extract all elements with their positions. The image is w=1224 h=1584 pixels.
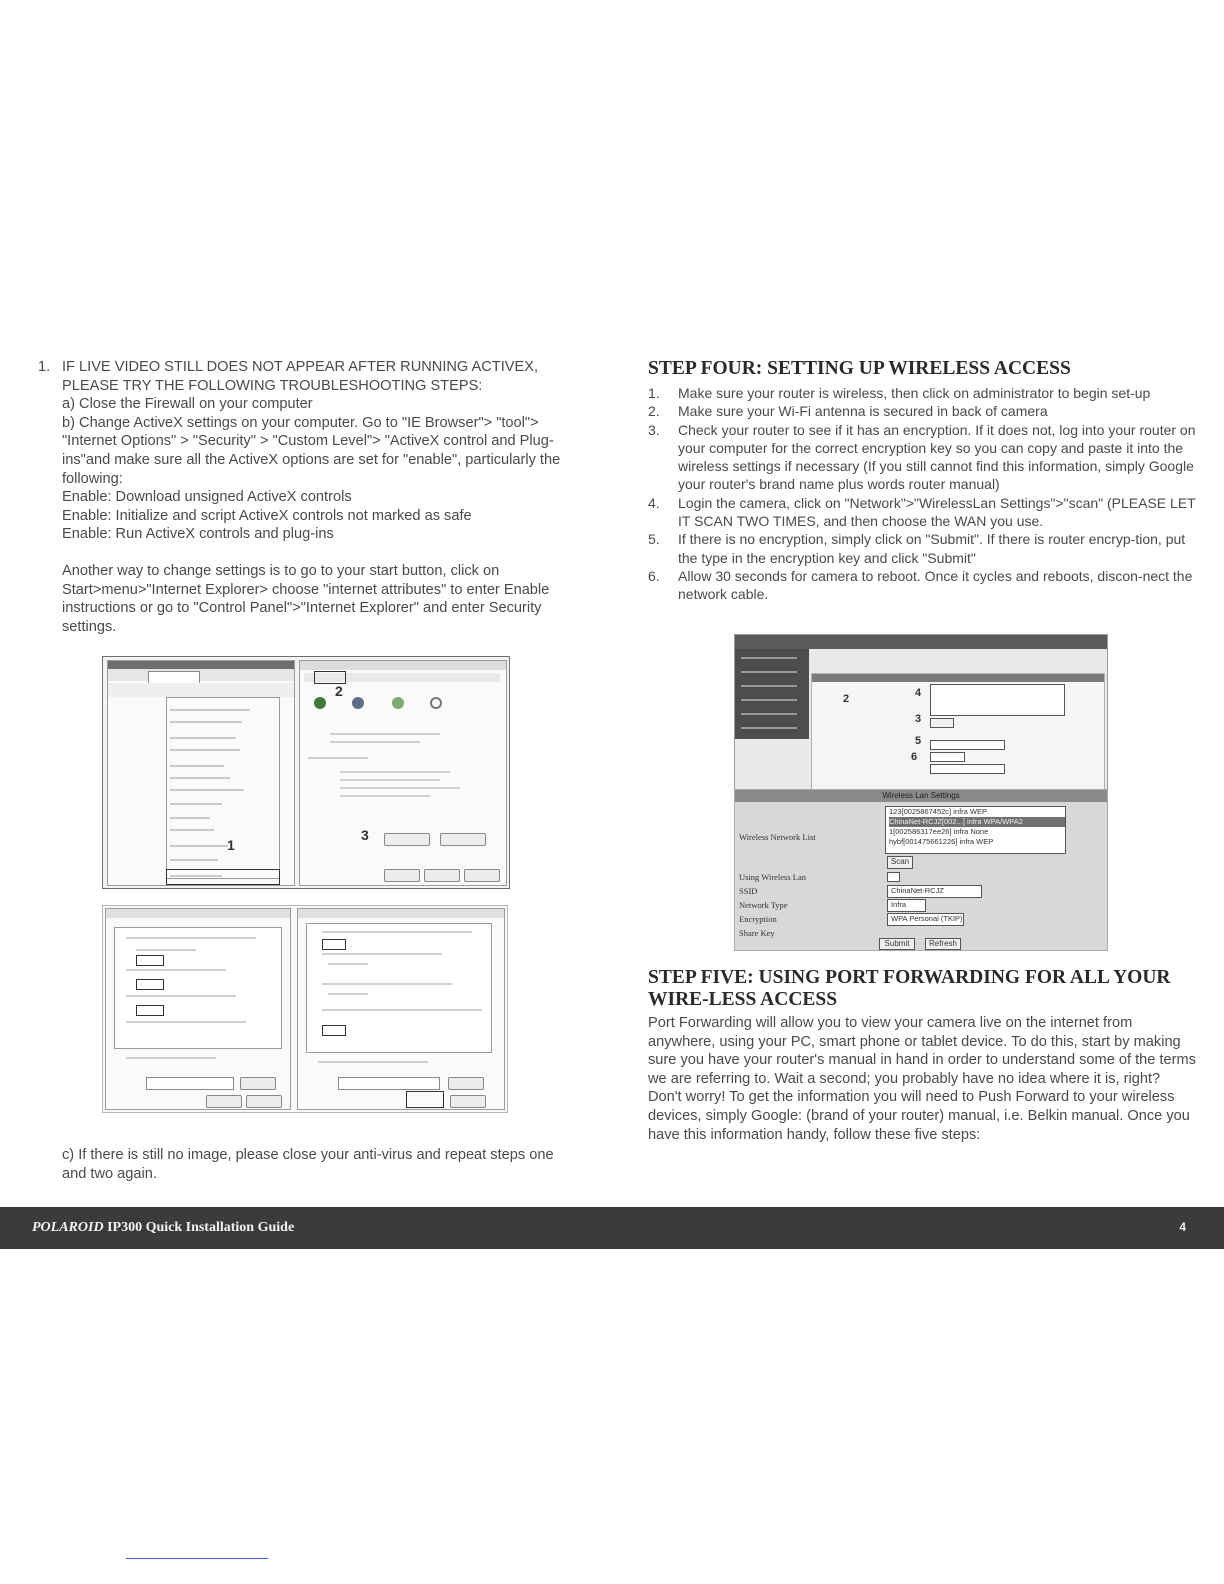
footer-guide-title: IP300 Quick Installation Guide: [103, 1220, 295, 1235]
callout-marker-1: 1: [227, 837, 235, 853]
step-four-item: [648, 530, 1196, 567]
security-settings-dialog-right: [297, 908, 505, 1110]
using-wireless-label: Using Wireless Lan: [739, 872, 807, 882]
step-text: If there is no encryption, simply click on "Submit". If there is router encryp-tion, put the type in the encryption key and click "Submit": [678, 531, 1186, 566]
step-four-item: [648, 567, 1196, 604]
browser-tools-menu: [107, 660, 295, 886]
troubleshooting-section: [38, 358, 578, 636]
bottom-rule: [126, 1558, 268, 1559]
router-marker-3: 3: [915, 713, 922, 725]
step-number: 3.: [648, 421, 660, 438]
step-four-item: [648, 384, 1196, 402]
network-list-label: Wireless Network List: [739, 832, 816, 842]
step-five-heading: STEP FIVE: USING PORT FORWARDING FOR ALL YOUR WIRE-LESS ACCESS: [648, 967, 1171, 1010]
wireless-lan-settings-panel: [734, 789, 1108, 951]
wireless-network-list[interactable]: [885, 806, 1066, 854]
step-text: Make sure your Wi-Fi antenna is secured in back of camera: [678, 403, 1048, 420]
footer-brand: POLAROID: [32, 1220, 104, 1235]
item-b: b) Change ActiveX settings on your computer. Go to "IE Browser"> "tool"> "Internet Options" > "Security" > "Custom Level"> "ActiveX control and Plug-ins"and make sure all the ActiveX options are set for "enable", particularly the following:: [62, 414, 561, 487]
step-text: Make sure your router is wireless, then click on administrator to begin set-up: [678, 385, 1151, 401]
internet-options-highlight: [166, 869, 280, 885]
network-option[interactable]: 123[0025867452c] infra WEP: [889, 807, 987, 816]
ok-button-highlight: [406, 1091, 444, 1108]
item-1-line-1: IF LIVE VIDEO STILL DOES NOT APPEAR AFTER RUNNING ACTIVEX,: [62, 359, 539, 375]
enable-line-3: Enable: Run ActiveX controls and plug-ins: [62, 526, 334, 543]
refresh-button[interactable]: Refresh: [925, 938, 961, 950]
item-a: a) Close the Firewall on your computer: [62, 396, 313, 413]
enable-line-1: Enable: Download unsigned ActiveX controls: [62, 489, 352, 506]
page-footer: [0, 1207, 1224, 1249]
scan-button-small[interactable]: [930, 718, 954, 728]
internet-options-dialog: [299, 660, 507, 886]
callout-marker-2: 2: [335, 683, 343, 699]
step-four-list: [648, 384, 1196, 604]
page-number: 4: [1179, 1220, 1186, 1234]
step-four-section: [648, 358, 1196, 604]
network-option[interactable]: 1[002586317ee26] infra None: [889, 827, 989, 836]
router-marker-4: 4: [915, 687, 922, 699]
item-c: c) If there is still no image, please close your anti-virus and repeat steps one and two again.: [62, 1147, 554, 1182]
scan-button[interactable]: Scan: [887, 856, 913, 869]
step-four-heading: STEP FOUR: SETTING UP WIRELESS ACCESS: [648, 358, 1071, 379]
network-type-select[interactable]: Infra: [887, 899, 926, 912]
footer-title: [32, 1220, 294, 1236]
step-four-item: [648, 494, 1196, 531]
callout-marker-3: 3: [361, 827, 369, 843]
ie-internet-options-screenshot: [102, 656, 510, 889]
encryption-select[interactable]: WPA Personal (TKIP): [887, 913, 964, 926]
encryption-label: Encryption: [739, 914, 777, 924]
step-number: 5.: [648, 531, 660, 548]
camera-top-menu-bar: [735, 635, 1107, 649]
step-number: 1.: [648, 385, 660, 401]
step-text: Allow 30 seconds for camera to reboot. Once it cycles and reboots, discon-nect the network cable.: [678, 567, 1193, 603]
step-four-item: [648, 402, 1196, 420]
step-five-paragraph: Port Forwarding will allow you to view your camera live on the internet from anywhere, using your PC, smart phone or tablet device. To do this, start by making sure you have your router's manual in hand in order to understand some of the terms we are referring to. Wait a second; you probably have no idea where it is, right? Don't worry! To get the information you will need to Push Forward to your wireless devices, simply Google: (brand of your router) manual, i.e. Belkin manual. Once you have this information handy, follow these five steps:: [648, 1015, 1196, 1143]
wireless-settings-table: [811, 673, 1105, 803]
item-1-line-2: PLEASE TRY THE FOLLOWING TROUBLESHOOTING STEPS:: [62, 377, 483, 394]
step-four-item: [648, 421, 1196, 494]
step-number: 6.: [648, 567, 660, 584]
troubleshooting-item-1: [38, 358, 578, 636]
camera-side-menu: [735, 649, 809, 739]
network-option-selected[interactable]: ChinaNet-RCJZ[002...] infra WPA/WPA2: [889, 817, 1065, 827]
network-type-label: Network Type: [739, 900, 788, 910]
ssid-input[interactable]: ChinaNet-RCJZ: [887, 885, 982, 898]
submit-button[interactable]: Submit: [879, 938, 915, 950]
router-marker-2: 2: [843, 693, 850, 705]
router-marker-5: 5: [915, 735, 922, 747]
network-option[interactable]: hybf[001475661226] infra WEP: [889, 837, 994, 846]
step-number: 4.: [648, 494, 660, 511]
step-text: Login the camera, click on "Network">"WirelessLan Settings">"scan" (PLEASE LET IT SCAN TWO TIMES, and then choose the WAN you use.: [678, 494, 1196, 530]
item-number: 1.: [38, 359, 51, 375]
security-settings-screenshot: [102, 905, 508, 1113]
wireless-panel-title: Wireless Lan Settings: [735, 790, 1107, 802]
step-number: 2.: [648, 403, 660, 420]
another-way-paragraph: Another way to change settings is to go to your start button, click on Start>menu>"Internet Explorer> choose "internet attributes" to enter Enable instructions or go to "Control Panel">"Internet Explorer" and enter Security settings.: [62, 562, 550, 635]
enable-line-2: Enable: Initialize and script ActiveX controls not marked as safe: [62, 507, 472, 524]
router-marker-6: 6: [911, 751, 918, 763]
step-text: Check your router to see if it has an encryption. If it does not, log into your router on your computer for the correct encryption key so you can copy and paste it into the wireless settings if necessary (If you still cannot find this information, simply Google your router's brand name plus words router manual): [678, 421, 1196, 493]
security-settings-dialog-left: [105, 908, 291, 1110]
network-list-box: [930, 684, 1065, 716]
using-wireless-checkbox[interactable]: [887, 872, 900, 882]
share-key-label: Share Key: [739, 928, 775, 938]
ssid-label: SSID: [739, 886, 758, 896]
